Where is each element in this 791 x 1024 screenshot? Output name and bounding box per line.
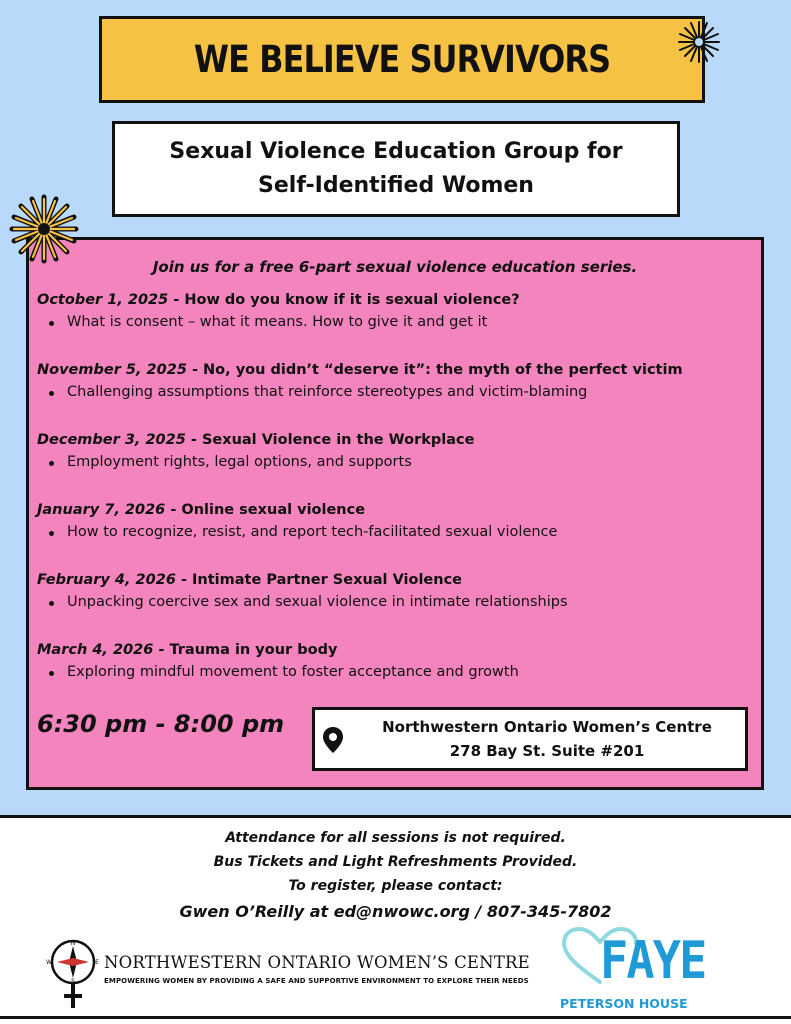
session-date: January 7, 2026 [37,502,166,518]
session-title: - Trauma in your body [153,642,338,658]
session-date: February 4, 2026 [37,572,176,588]
session-item [37,292,520,330]
nwowc-logo-icon [44,938,102,1010]
register-prompt: To register, please contact: [288,878,503,894]
session-title: - Intimate Partner Sexual Violence [175,572,463,588]
session-date: October 1, 2025 [37,292,169,308]
compass-w-label: W [46,959,52,966]
session-item [37,642,519,680]
org-name: NORTHWESTERN ONTARIO WOMEN’S CENTRE [104,953,530,972]
session-title: - No, you didn’t “deserve it”: the myth of the perfect victim [186,362,683,378]
banner-title: WE BELIEVE SURVIVORS [193,38,611,81]
contact-info: Gwen O’Reilly at ed@nwowc.org / 807-345-7802 [179,902,612,921]
location-box [312,707,748,771]
starburst-icon [677,20,721,64]
location-address: 278 Bay St. Suite #201 [449,742,645,760]
faye-subtitle: PETERSON HOUSE [560,996,688,1011]
session-item [37,572,568,610]
session-date: March 4, 2026 [37,642,154,658]
provisions-note: Bus Tickets and Light Refreshments Provided. [213,854,578,870]
session-item [37,362,683,400]
subtitle-line-1: Sexual Violence Education Group for [169,139,623,164]
org-tagline: EMPOWERING WOMEN BY PROVIDING A SAFE AND SUPPORTIVE ENVIRONMENT TO EXPLORE THEIR NEEDS [104,977,529,985]
session-date: November 5, 2025 [37,362,187,378]
session-description: Challenging assumptions that reinforce stereotypes and victim-blaming [37,384,683,400]
session-title: - Sexual Violence in the Workplace [185,432,475,448]
footer [0,815,791,1024]
attendance-note: Attendance for all sessions is not required. [225,830,566,846]
session-item [37,502,557,540]
session-description: Employment rights, legal options, and supports [37,454,474,470]
session-item [37,432,474,470]
session-time: 6:30 pm - 8:00 pm [37,710,285,738]
subtitle-box [112,121,680,217]
sessions-panel [26,237,764,790]
session-date: December 3, 2025 [37,432,186,448]
session-description: Exploring mindful movement to foster acceptance and growth [37,664,519,680]
title-banner [99,16,705,103]
session-description: What is consent – what it means. How to give it and get it [37,314,520,330]
session-title: - How do you know if it is sexual violence? [168,292,520,308]
compass-s-label: S [71,978,75,985]
compass-e-label: E [95,959,99,966]
faye-logo-text: FAYE [600,931,706,991]
registration-info [0,826,791,926]
starburst-icon [8,193,80,265]
session-title: - Online sexual violence [165,502,366,518]
bottom-border [0,1016,791,1019]
location-name: Northwestern Ontario Women’s Centre [382,718,712,736]
subtitle-line-2: Self-Identified Women [258,173,534,198]
session-description: Unpacking coercive sex and sexual violence in intimate relationships [37,594,568,610]
session-description: How to recognize, resist, and report tech-facilitated sexual violence [37,524,557,540]
location-pin-icon [322,726,344,754]
series-intro: Join us for a free 6-part sexual violence education series. [152,258,638,276]
compass-n-label: N [70,940,76,947]
